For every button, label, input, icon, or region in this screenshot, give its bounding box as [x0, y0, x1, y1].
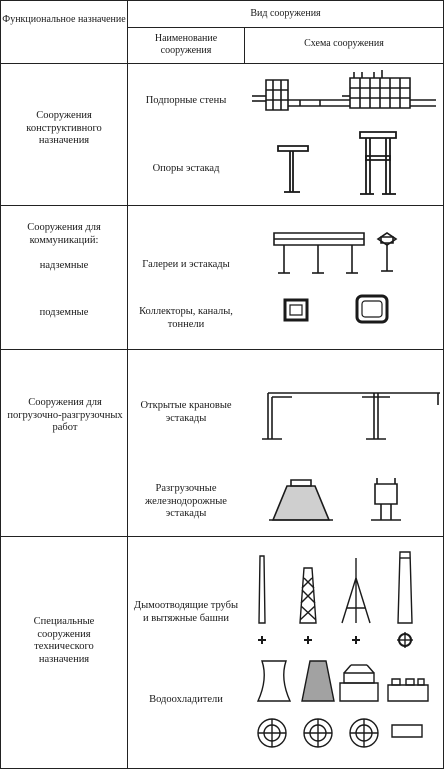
item-name-chimneys: Дымоотводящие трубы и вытяжные башни	[133, 600, 239, 624]
galleries-diagram	[270, 225, 420, 280]
header-structure-type: Вид сооружения	[250, 8, 321, 19]
header-functional-purpose: Функциональное назначение	[2, 14, 126, 25]
chimneys-diagram	[252, 548, 437, 653]
header-structure-scheme: Схема сооружения	[304, 38, 384, 49]
retaining-walls-diagram	[250, 70, 440, 130]
sub-purpose-underground: подземные	[39, 307, 89, 318]
group-purpose-special: Специальные сооружения технического назначения	[33, 616, 95, 665]
overpass-supports-diagram	[270, 130, 420, 200]
sub-purpose-aboveground: надземные	[39, 260, 89, 271]
item-name-crane-trestles: Открытые крановые эстакады	[140, 400, 232, 424]
railway-trestle-diagram	[265, 470, 415, 525]
item-name-cooling-towers: Водоохладители	[149, 694, 223, 705]
cooling-towers-diagram	[252, 655, 437, 760]
item-name-galleries: Галереи и эстакады	[142, 259, 230, 270]
item-name-overpass-supports: Опоры эстакад	[152, 163, 220, 174]
collectors-diagram	[275, 290, 415, 335]
item-name-retaining-walls: Подпорные стены	[145, 95, 227, 106]
crane-trestle-diagram	[262, 385, 442, 445]
group-purpose-communications: Сооружения для коммуникаций:	[27, 222, 101, 246]
item-name-railway-trestles: Разгрузочные железнодорожные эстакады	[145, 483, 227, 519]
header-structure-name: Наименование сооружения	[154, 33, 218, 56]
group-purpose-constructive: Сооружения конструктивного назначения	[26, 110, 102, 146]
item-name-collectors: Коллекторы, каналы, тоннели	[139, 306, 233, 330]
group-purpose-loading: Сооружения для погрузочно-разгрузочных работ	[7, 397, 123, 433]
